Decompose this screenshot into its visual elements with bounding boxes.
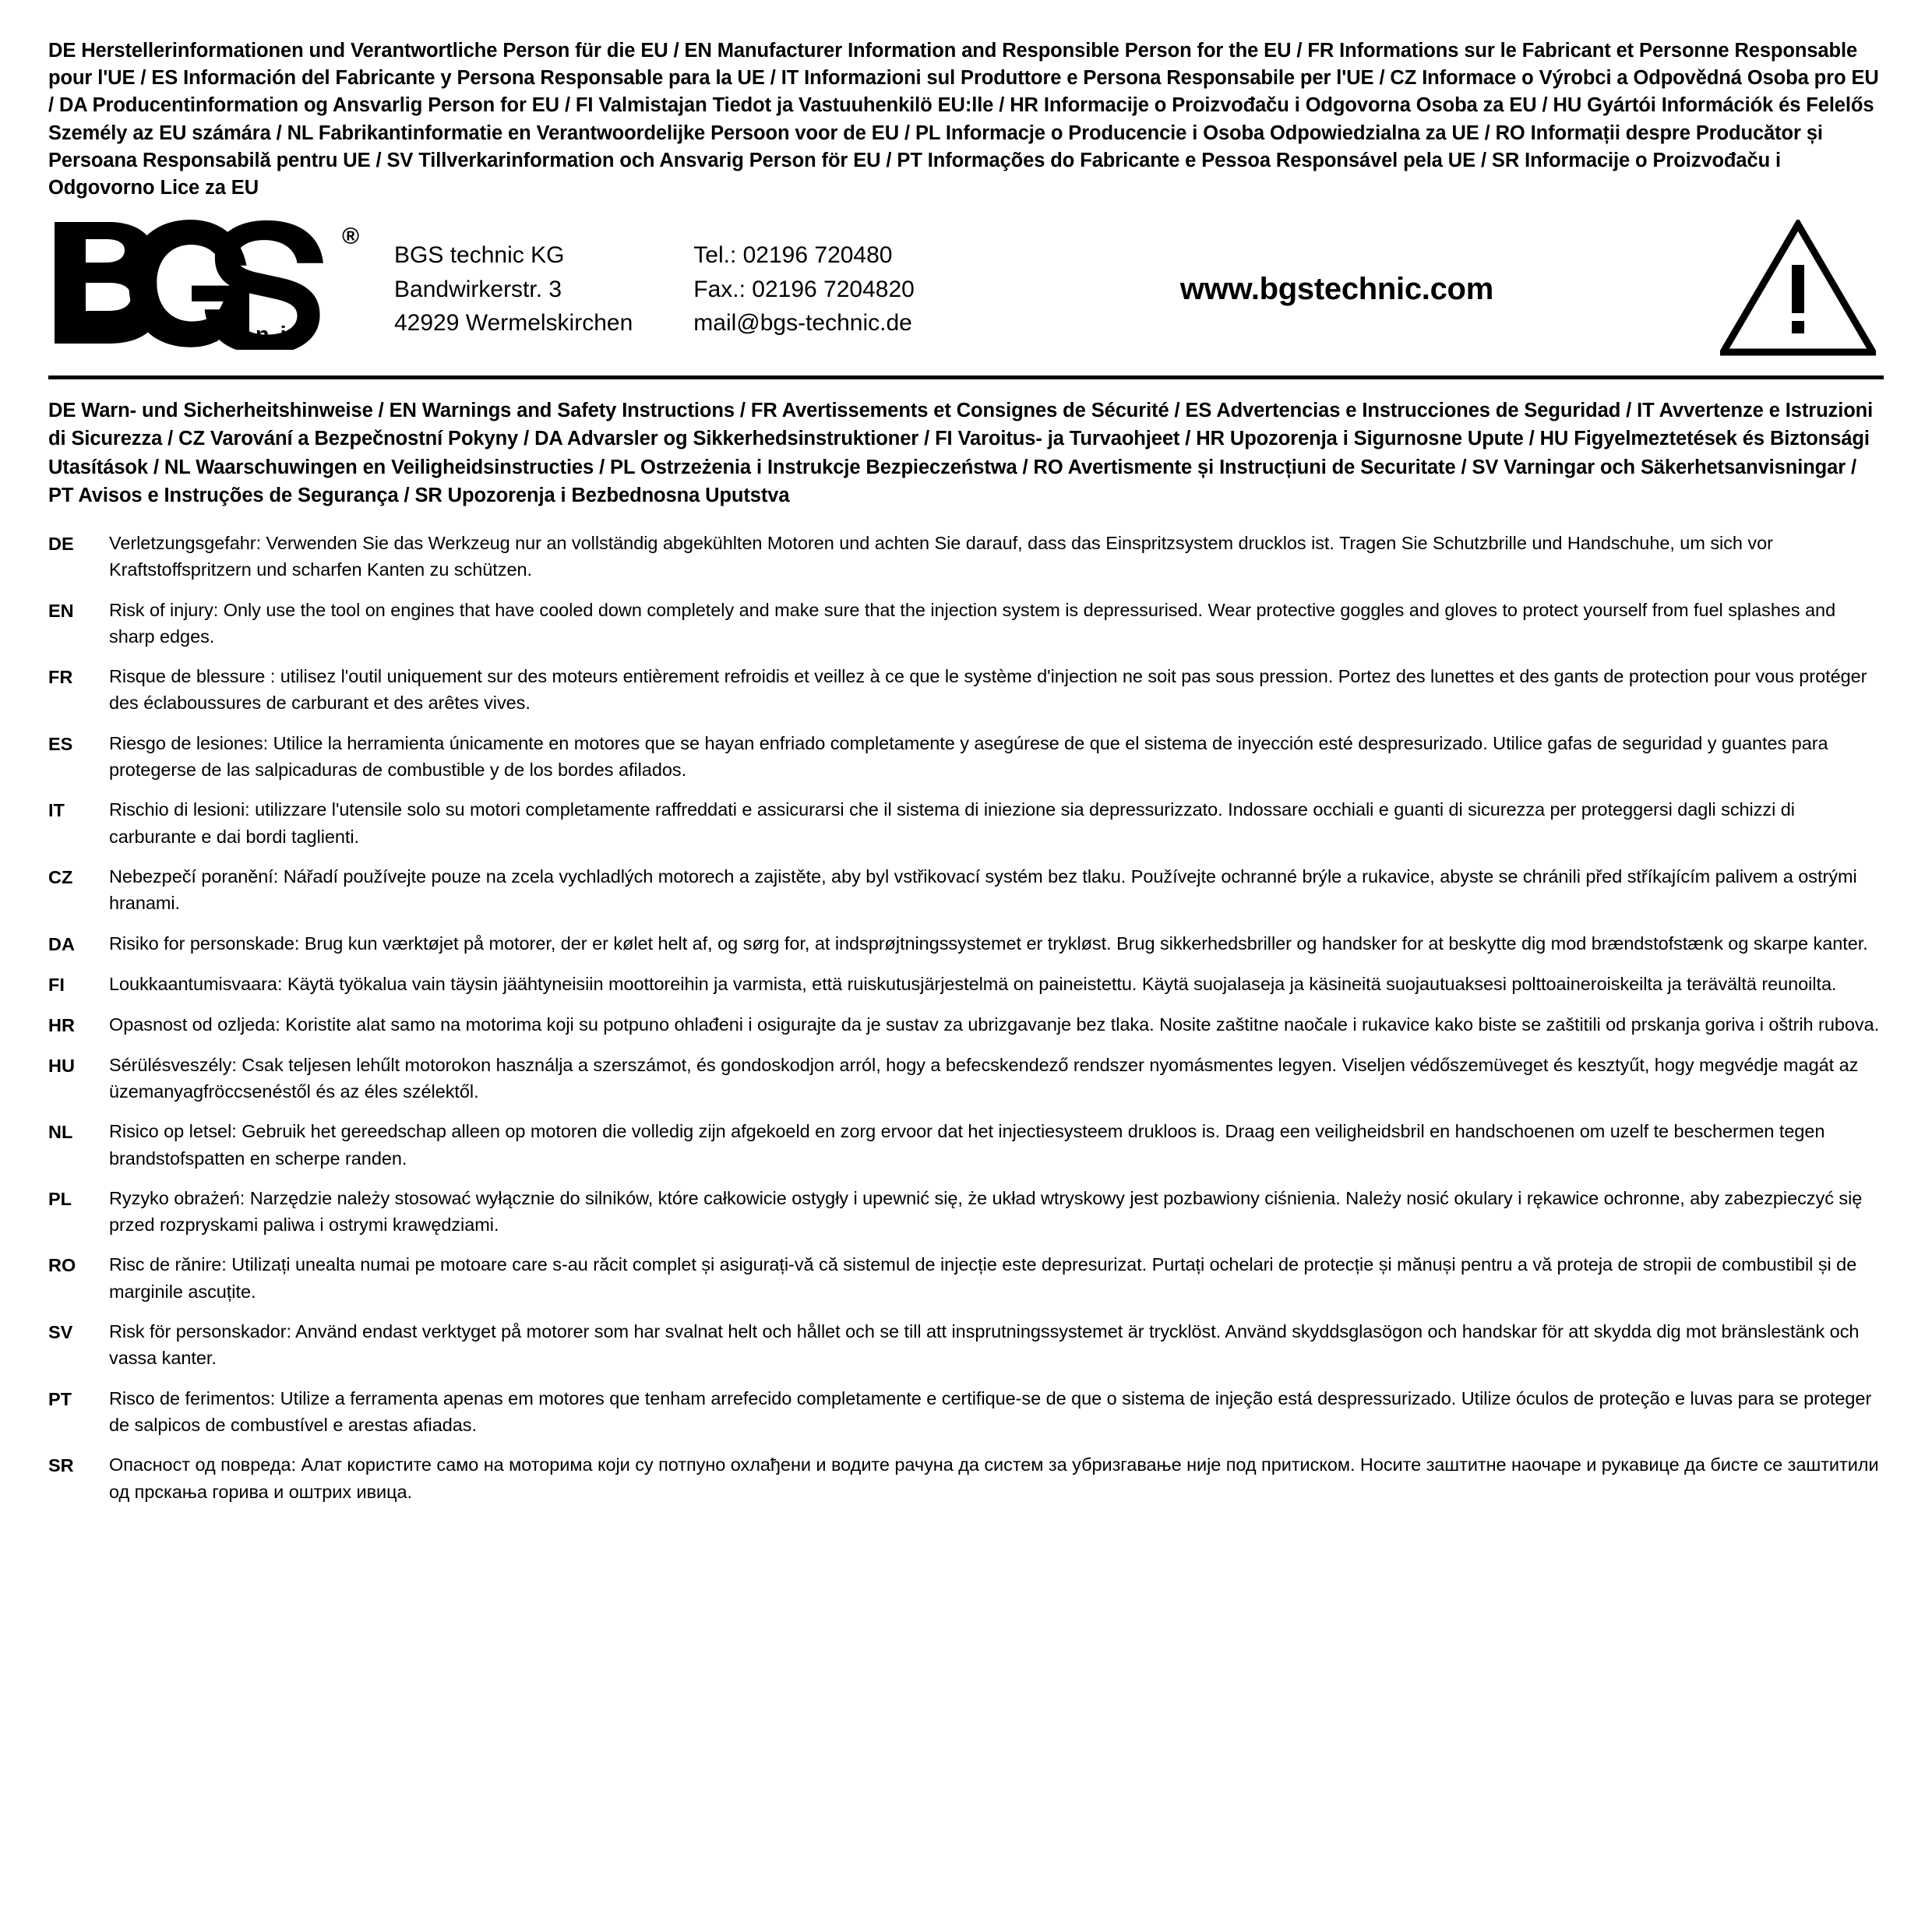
- warning-triangle-icon: [1712, 220, 1884, 360]
- instructions-list: [48, 530, 1884, 1505]
- lang-code: HU: [48, 1055, 75, 1076]
- instruction-row-cz: [48, 863, 1884, 917]
- lang-text: Sérülésveszély: Csak teljesen lehűlt motorokon használja a szerszámot, és gondoskodjon arról, hogy a befecskendező rendszer nyomásmentes legyen. Viseljen védőszemüveget és kesztyűt, hogy megvédje magát az üzemanyagfröccsenéstől és az éles szélektől.: [109, 1054, 1859, 1102]
- lang-code: RO: [48, 1255, 76, 1276]
- company-email[interactable]: mail@bgs-technic.de: [693, 310, 912, 337]
- lang-text: Opasnost od ozljeda: Koristite alat samo na motorima koji su potpuno ohlađeni i osigurajte da je sustav za ubrizgavanje bez tlaka. Nosite zaštitne naočale i rukavice kako biste se zaštitili od prskanja goriva i oštrih rubova.: [109, 1014, 1880, 1035]
- lang-code: HR: [48, 1014, 75, 1035]
- lang-text: Risico op letsel: Gebruik het gereedschap alleen op motoren die volledig zijn afgekoeld en zorg ervoor dat het injectiesysteem drukloos is. Draag een veiligheidsbril en handschoenen om uzelf te beschermen tegen brandstofspatten en scherpe randen.: [109, 1121, 1825, 1169]
- lang-text: Nebezpečí poranění: Nářadí používejte pouze na zcela vychladlých motorech a zajistěte, aby byl vstřikovací systém bez tlaku. Používejte ochranné brýle a rukavice, abyste se chránili před stříkajícím palivem a ostrými hranami.: [109, 866, 1857, 914]
- instruction-row-da: [48, 930, 1884, 957]
- lang-code: FR: [48, 667, 73, 688]
- lang-text: Опасност од повреда: Алат користите само на моторима који су потпуно охлађени и водите рачуна да систем за убризгавање није под притиском. Носите заштитне наочаре и рукавице да бисте се заштитили од прскања горива и оштрих ивица.: [109, 1454, 1879, 1502]
- instruction-row-it: [48, 796, 1884, 850]
- instruction-row-es: [48, 730, 1884, 784]
- instruction-row-fr: [48, 663, 1884, 717]
- instruction-row-hu: [48, 1052, 1884, 1105]
- lang-code: DA: [48, 933, 75, 954]
- lang-text: Risc de rănire: Utilizați unealta numai pe motoare care s-au răcit complet și asigurați-vă că sistemul de injecție este depresurizat. Purtați ochelari de protecție și mănuși pentru a vă proteja de stropii de combustibil și de marginile ascuțite.: [109, 1254, 1857, 1302]
- instruction-row-de: [48, 530, 1884, 583]
- lang-text: Risco de ferimentos: Utilize a ferramenta apenas em motores que tenham arrefecido completamente e certifique-se de que o sistema de injeção está despressurizado. Utilize óculos de proteção e luvas para se proteger de salpicos de combustível e arestas afiadas.: [109, 1387, 1872, 1435]
- company-address: [383, 238, 633, 340]
- instruction-row-pl: [48, 1185, 1884, 1239]
- company-contact: [633, 238, 915, 340]
- svg-text:t e c h n i c: t e c h n i c: [165, 323, 312, 348]
- lang-text: Verletzungsgefahr: Verwenden Sie das Werkzeug nur an vollständig abgekühlten Motoren und achten Sie darauf, dass das Einspritzsystem drucklos ist. Tragen Sie Schutzbrille und Handschuhe, um sich vor Kraftstoffspritzern und scharfen Kanten zu schützen.: [109, 532, 1773, 580]
- lang-text: Ryzyko obrażeń: Narzędzie należy stosować wyłącznie do silników, które całkowicie ostygły i upewnić się, że układ wtryskowy jest pozbawiony ciśnienia. Należy nosić okulary i rękawice ochronne, aby zabezpieczyć się przed rozpryskami paliwa i ostrymi krawędziami.: [109, 1187, 1863, 1236]
- lang-code: DE: [48, 533, 74, 554]
- lang-code: PT: [48, 1388, 72, 1409]
- lang-code: PL: [48, 1188, 72, 1209]
- lang-text: Loukkaantumisvaara: Käytä työkalua vain täysin jäähtyneisiin moottoreihin ja varmista, että ruiskutusjärjestelmä on paineistettu. Käytä suojalaseja ja käsineitä suojautuaksesi polttoaineroiskeilta ja terävältä reunoilta.: [109, 973, 1837, 994]
- lang-text: Risk för personskador: Använd endast verktyget på motorer som har svalnat helt och hållet och se till att insprutningssystemet är trycklöst. Använd skyddsglasögon och handskar för att skydda dig mot bränslestänk och vassa kanter.: [109, 1321, 1860, 1369]
- instruction-row-pt: [48, 1385, 1884, 1439]
- company-name: BGS technic KG: [394, 242, 565, 269]
- lang-text: Risk of injury: Only use the tool on engines that have cooled down completely and make sure that the injection system is depressurised. Wear protective goggles and gloves to protect yourself from fuel splashes and sharp edges.: [109, 599, 1836, 647]
- company-website[interactable]: www.bgstechnic.com: [1179, 272, 1493, 307]
- bgs-logo-icon: [48, 217, 375, 350]
- lang-code: SR: [48, 1455, 74, 1476]
- lang-text: Riesgo de lesiones: Utilice la herramienta únicamente en motores que se hayan enfriado completamente y asegúrese de que el sistema de inyección esté despresurizado. Utilice gafas de seguridad y guantes para protegerse de las salpicaduras de combustible y de los bordes afilados.: [109, 732, 1828, 781]
- lang-code: NL: [48, 1122, 73, 1143]
- company-street: Bandwirkerstr. 3: [394, 276, 562, 302]
- manufacturer-info-heading: DE Herstellerinformationen und Verantwortliche Person für die EU / EN Manufacturer Information and Responsible Person for the EU / FR Informations sur le Fabricant et Personne Responsable pour l'UE / ES Información del Fabricante y Persona Responsable para la UE / IT Informazioni sul Produttore e Persona Responsabile per l'UE / CZ Informace o Výrobci a Odpovědná Osoba pro EU / DA Producentinformation og Ansvarlig Person for EU / FI Valmistajan Tiedot ja Vastuuhenkilö EU:lle / HR Informacije o Proizvođaču i Odgovorna Osoba za EU / HU Gyártói Információk és Felelős Személy az EU számára / NL Fabrikantinformatie en Verantwoordelijke Persoon voor de EU / PL Informacje o Producencie i Osoba Odpowiedzialna za UE / RO Informații despre Producător și Persoana Responsabilă pentru UE / SV Tillverkarinformation och Ansvarig Person för EU / PT Informações do Fabricante e Pessoa Responsável pela UE / SR Informacije o Proizvođaču i Odgovorno Lice za EU: [48, 40, 1879, 199]
- instruction-row-sr: [48, 1451, 1884, 1505]
- lang-code: IT: [48, 800, 65, 821]
- instruction-row-en: [48, 597, 1884, 650]
- company-fax: Fax.: 02196 7204820: [693, 276, 915, 302]
- lang-code: FI: [48, 974, 65, 995]
- lang-code: EN: [48, 600, 74, 621]
- instruction-row-nl: [48, 1118, 1884, 1172]
- lang-code: ES: [48, 733, 73, 754]
- lang-code: SV: [48, 1322, 73, 1343]
- instruction-row-ro: [48, 1251, 1884, 1305]
- lang-text: Rischio di lesioni: utilizzare l'utensile solo su motori completamente raffreddati e assicurarsi che il sistema di iniezione sia depressurizzato. Indossare occhiali e guanti di sicurezza per proteggersi dagli schizzi di carburante e dai bordi taglienti.: [109, 799, 1795, 847]
- lang-code: CZ: [48, 866, 73, 887]
- warnings-heading: DE Warn- und Sicherheitshinweise / EN Warnings and Safety Instructions / FR Avertissements et Consignes de Sécurité / ES Advertencias e Instrucciones de Seguridad / IT Avvertenze e Istruzioni di Sicurezza / CZ Varování a Bezpečnostní Pokyny / DA Advarsler og Sikkerhedsinstruktioner / FI Varoitus- ja Turvaohjeet / HR Upozorenja i Sigurnosne Upute / HU Figyelmeztetések és Biztonsági Utasítások / NL Waarschuwingen en Veiligheidsinstructies / PL Ostrzeżenia i Instrukcje Bezpieczeństwa / RO Avertismente și Instrucțiuni de Securitate / SV Varningar och Säkerhetsanvisningar / PT Avisos e Instruções de Segurança / SR Upozorenja i Bezbednosna Uputstva: [48, 400, 1874, 506]
- bgs-logo: [48, 217, 383, 361]
- lang-text: Risque de blessure : utilisez l'outil uniquement sur des moteurs entièrement refroidis et veillez à ce que le système d'injection ne soit pas sous pression. Portez des lunettes et des gants de protection pour vous protéger des éclaboussures de carburant et des arêtes vives.: [109, 666, 1867, 714]
- lang-text: Risiko for personskade: Brug kun værktøjet på motorer, der er kølet helt af, og sørg for, at indsprøjtningssystemet er trykløst. Brug sikkerhedsbriller og handsker for at beskytte dig mod brændstofstænk og skarpe kanter.: [109, 933, 1868, 954]
- svg-text:®: ®: [342, 224, 360, 250]
- instruction-row-sv: [48, 1318, 1884, 1372]
- instruction-row-hr: [48, 1011, 1884, 1038]
- company-city: 42929 Wermelskirchen: [394, 310, 633, 337]
- company-header-band: [48, 214, 1884, 379]
- instruction-row-fi: [48, 971, 1884, 998]
- company-tel: Tel.: 02196 720480: [693, 242, 893, 269]
